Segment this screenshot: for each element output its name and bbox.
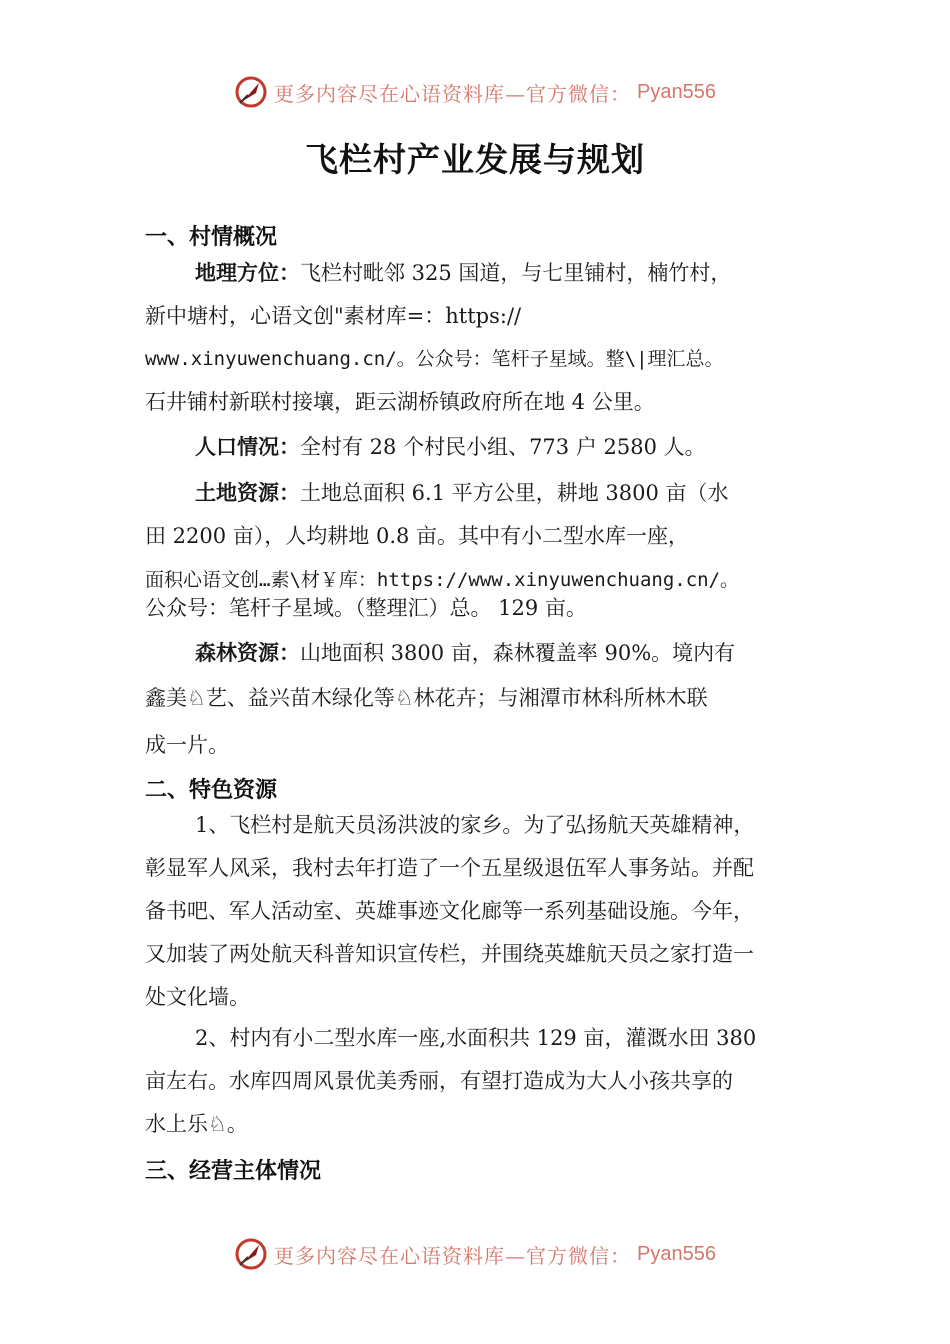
label-land: 土地资源： <box>195 481 300 505</box>
feature1-line-2: 彰显军人风采，我村去年打造了一个五星级退伍军人事务站。并配 <box>145 856 754 880</box>
forest-line-1: 山地面积 3800 亩，森林覆盖率 90%。境内有 <box>300 641 736 665</box>
feature1-line-1: 1、飞栏村是航天员汤洪波的家乡。为了弘扬航天英雄精神， <box>195 813 755 837</box>
paragraph-land <box>145 472 825 622</box>
watermark-wechat-id: Pyan556 <box>637 80 716 103</box>
feature2-line-2: 亩左右。水库四周风景优美秀丽，有望打造成为大人小孩共享的 <box>145 1069 733 1093</box>
section-heading-features: 二、特色资源 <box>145 778 278 803</box>
feature1-line-5: 处文化墙。 <box>145 985 250 1009</box>
forest-line-3: 成一片。 <box>145 733 229 757</box>
geo-line-2: 新中塘村，心语文创"素材库=：https:// <box>145 304 522 328</box>
label-forest: 森林资源： <box>195 641 300 665</box>
label-population: 人口情况： <box>195 435 300 459</box>
land-line-4: 公众号：笔杆子星域。（整理汇）总。 129 亩。 <box>145 596 587 620</box>
section-heading-overview: 一、村情概况 <box>145 225 278 250</box>
footer-watermark <box>0 1234 950 1274</box>
feature2-line-3: 水上乐♘。 <box>145 1112 248 1136</box>
paragraph-feature-1 <box>145 804 825 1019</box>
paragraph-geography <box>145 252 825 424</box>
geo-line-3: www.xinyuwenchuang.cn/。公众号：笔杆子星域。整\|理汇总。 <box>145 348 724 370</box>
header-watermark <box>0 72 950 112</box>
paragraph-forest <box>145 632 825 769</box>
watermark-text: 更多内容尽在心语资料库—官方微信： <box>274 81 632 106</box>
feature1-line-4: 又加装了两处航天科普知识宣传栏，并围绕英雄航天员之家打造一 <box>145 942 754 966</box>
feature1-line-3: 备书吧、军人活动室、英雄事迹文化廊等一系列基础设施。今年， <box>145 899 754 923</box>
forest-line-2: 鑫美♘艺、益兴苗木绿化等♘林花卉；与湘潭市林科所林木联 <box>145 686 708 710</box>
watermark-text: 更多内容尽在心语资料库—官方微信： <box>274 1243 632 1268</box>
paragraph-feature-2 <box>145 1017 825 1146</box>
page-title: 飞栏村产业发展与规划 <box>305 140 645 179</box>
quill-logo-icon <box>234 75 268 109</box>
quill-logo-icon <box>234 1237 268 1271</box>
label-geography: 地理方位： <box>195 261 300 285</box>
population-text: 全村有 28 个村民小组、773 户 2580 人。 <box>300 435 706 459</box>
land-line-3: 面积心语文创…素\材￥库：https://www.xinyuwenchuang.cn/。 <box>145 569 740 591</box>
watermark-wechat-id: Pyan556 <box>637 1242 716 1265</box>
feature2-line-1: 2、村内有小二型水库一座,水面积共 129 亩，灌溉水田 380 <box>195 1026 757 1050</box>
land-line-1: 土地总面积 6.1 平方公里，耕地 3800 亩（水 <box>300 481 729 505</box>
land-line-2: 田 2200 亩），人均耕地 0.8 亩。其中有小二型水库一座， <box>145 524 690 548</box>
geo-line-1: 飞栏村毗邻 325 国道，与七里铺村，楠竹村， <box>300 261 732 285</box>
geo-line-4: 石井铺村新联村接壤，距云湖桥镇政府所在地 4 公里。 <box>145 390 655 414</box>
section-heading-business: 三、经营主体情况 <box>145 1159 322 1184</box>
paragraph-population <box>145 426 825 469</box>
